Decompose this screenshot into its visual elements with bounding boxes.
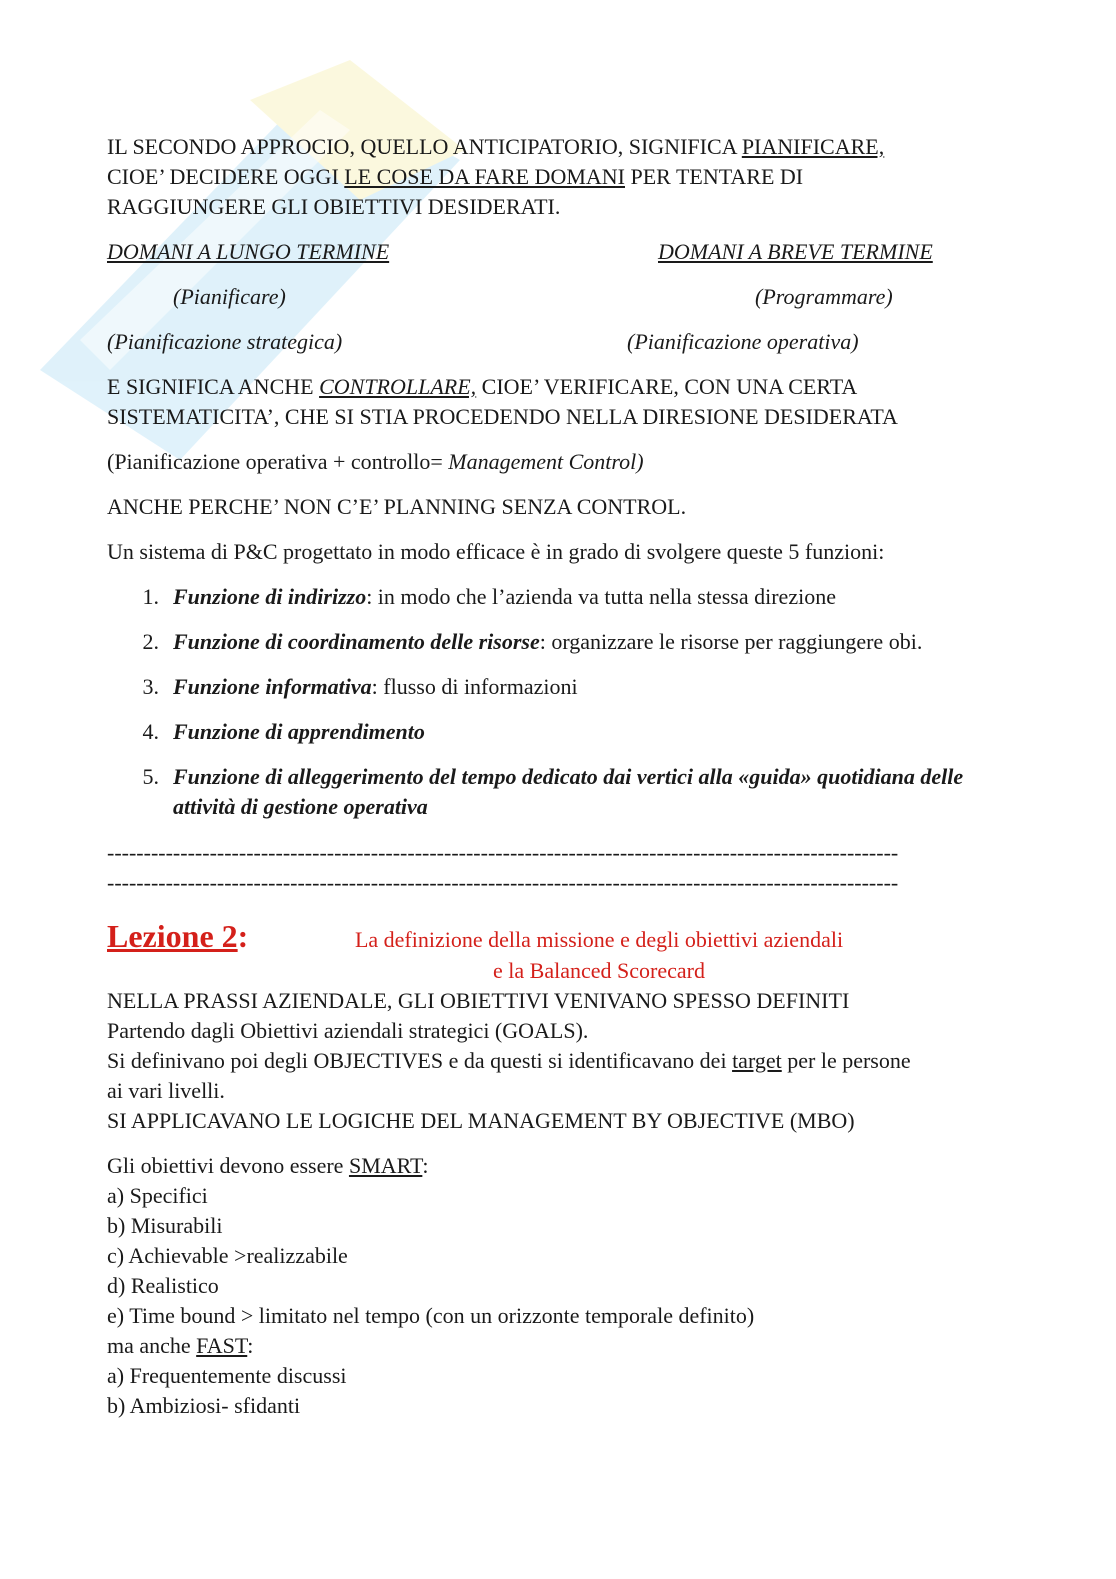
list-item bbox=[107, 762, 1007, 822]
fast-acronym: FAST bbox=[196, 1333, 248, 1358]
intro-underlined-term: PIANIFICARE, bbox=[741, 134, 885, 159]
prassi-paragraph bbox=[107, 986, 1007, 1136]
list-item bbox=[107, 627, 1007, 657]
list-number: 5. bbox=[142, 764, 159, 789]
lesson-colon: : bbox=[237, 918, 249, 954]
smart-list bbox=[107, 1151, 1007, 1421]
fast-intro-text: ma anche bbox=[107, 1333, 197, 1358]
function-title: Funzione di indirizzo bbox=[173, 584, 367, 609]
left-sub2: (Pianificazione strategica) bbox=[107, 329, 343, 354]
prassi-line bbox=[107, 1046, 1007, 1076]
right-sub1: (Programmare) bbox=[755, 284, 893, 309]
list-item: b) Misurabili bbox=[107, 1213, 223, 1238]
intro-text: PER TENTARE DI bbox=[625, 164, 804, 189]
function-title: Funzione informativa bbox=[173, 674, 372, 699]
prassi-line: SI APPLICAVANO LE LOGICHE DEL MANAGEMENT BY OBJECTIVE (MBO) bbox=[107, 1108, 855, 1133]
intro-text: IL SECONDO APPROCIO, QUELLO ANTICIPATORIO, SIGNIFICA bbox=[107, 134, 742, 159]
intro-underlined-term: LE COSE DA FARE DOMANI bbox=[344, 164, 625, 189]
list-item: a) Specifici bbox=[107, 1183, 208, 1208]
list-number: 3. bbox=[142, 674, 159, 699]
fast-intro bbox=[107, 1331, 1007, 1361]
separator-line: ------------------------------------------------------------------------------------------------------------ bbox=[107, 870, 899, 895]
fast-intro-text: : bbox=[247, 1333, 254, 1358]
list-item: d) Realistico bbox=[107, 1273, 219, 1298]
prassi-line: NELLA PRASSI AZIENDALE, GLI OBIETTIVI VENIVANO SPESSO DEFINITI bbox=[107, 988, 850, 1013]
prassi-text: Si definivano poi degli OBJECTIVES e da questi si identificavano dei bbox=[107, 1048, 733, 1073]
intro-text: RAGGIUNGERE GLI OBIETTIVI DESIDERATI. bbox=[107, 194, 561, 219]
planning-line: ANCHE PERCHE’ NON C’E’ PLANNING SENZA CONTROL. bbox=[107, 494, 687, 519]
document-page bbox=[107, 132, 1007, 1421]
list-number: 4. bbox=[142, 719, 159, 744]
smart-intro-text: : bbox=[422, 1153, 429, 1178]
list-item bbox=[107, 672, 1007, 702]
list-number: 2. bbox=[142, 629, 159, 654]
right-sub2: (Pianificazione operativa) bbox=[627, 329, 859, 354]
left-heading: DOMANI A LUNGO TERMINE bbox=[107, 239, 390, 264]
column-headings bbox=[107, 237, 1007, 267]
prassi-underlined-term: target bbox=[732, 1048, 782, 1073]
smart-intro-text: Gli obiettivi devono essere bbox=[107, 1153, 349, 1178]
column-sub1 bbox=[107, 282, 1007, 312]
control-text: SISTEMATICITA’, CHE SI STIA PROCEDENDO NELLA DIRESIONE DESIDERATA bbox=[107, 404, 898, 429]
lesson-heading bbox=[107, 918, 1007, 956]
list-item bbox=[107, 582, 1007, 612]
control-underlined-term: CONTROLLARE, bbox=[319, 374, 477, 399]
functions-list bbox=[107, 582, 1007, 822]
lesson-label bbox=[107, 918, 329, 955]
function-desc: : in modo che l’azienda va tutta nella stessa direzione bbox=[366, 584, 836, 609]
function-title: Funzione di apprendimento bbox=[173, 719, 425, 744]
formula-text: (Pianificazione operativa + controllo= bbox=[107, 449, 449, 474]
list-number: 1. bbox=[142, 584, 159, 609]
intro-paragraph bbox=[107, 132, 1007, 222]
list-item: a) Frequentemente discussi bbox=[107, 1363, 347, 1388]
smart-intro bbox=[107, 1151, 1007, 1181]
formula-line bbox=[107, 447, 1007, 477]
list-item: e) Time bound > limitato nel tempo (con un orizzonte temporale definito) bbox=[107, 1303, 755, 1328]
smart-acronym: SMART bbox=[348, 1153, 423, 1178]
list-item bbox=[107, 717, 1007, 747]
formula-italic: Management Control) bbox=[448, 449, 644, 474]
lesson-title-line2: e la Balanced Scorecard bbox=[493, 958, 705, 983]
prassi-text: per le persone bbox=[781, 1048, 911, 1073]
lesson-title-line1: La definizione della missione e degli obiettivi aziendali bbox=[354, 927, 844, 952]
function-title: Funzione di coordinamento delle risorse bbox=[173, 629, 540, 654]
function-title: Funzione di alleggerimento del tempo dedicato dai vertici alla «guida» quotidiana delle attività di gestione operativa bbox=[173, 764, 964, 819]
left-sub1: (Pianificare) bbox=[173, 284, 286, 309]
control-paragraph bbox=[107, 372, 1007, 432]
intro-text: CIOE’ DECIDERE OGGI bbox=[107, 164, 345, 189]
functions-intro: Un sistema di P&C progettato in modo efficace è in grado di svolgere queste 5 funzioni: bbox=[107, 539, 885, 564]
list-item: c) Achievable >realizzabile bbox=[107, 1243, 348, 1268]
control-text: CIOE’ VERIFICARE, CON UNA CERTA bbox=[476, 374, 858, 399]
right-heading: DOMANI A BREVE TERMINE bbox=[658, 239, 933, 264]
separator-line: ------------------------------------------------------------------------------------------------------------ bbox=[107, 840, 899, 865]
list-item: b) Ambiziosi- sfidanti bbox=[107, 1393, 301, 1418]
prassi-line: Partendo dagli Obiettivi aziendali strategici (GOALS). bbox=[107, 1018, 589, 1043]
function-desc: : flusso di informazioni bbox=[371, 674, 578, 699]
prassi-line: ai vari livelli. bbox=[107, 1078, 225, 1103]
column-sub2 bbox=[107, 327, 1007, 357]
lesson-number: Lezione 2 bbox=[107, 918, 238, 954]
control-text: E SIGNIFICA ANCHE bbox=[107, 374, 320, 399]
function-desc: : organizzare le risorse per raggiungere obi. bbox=[539, 629, 923, 654]
